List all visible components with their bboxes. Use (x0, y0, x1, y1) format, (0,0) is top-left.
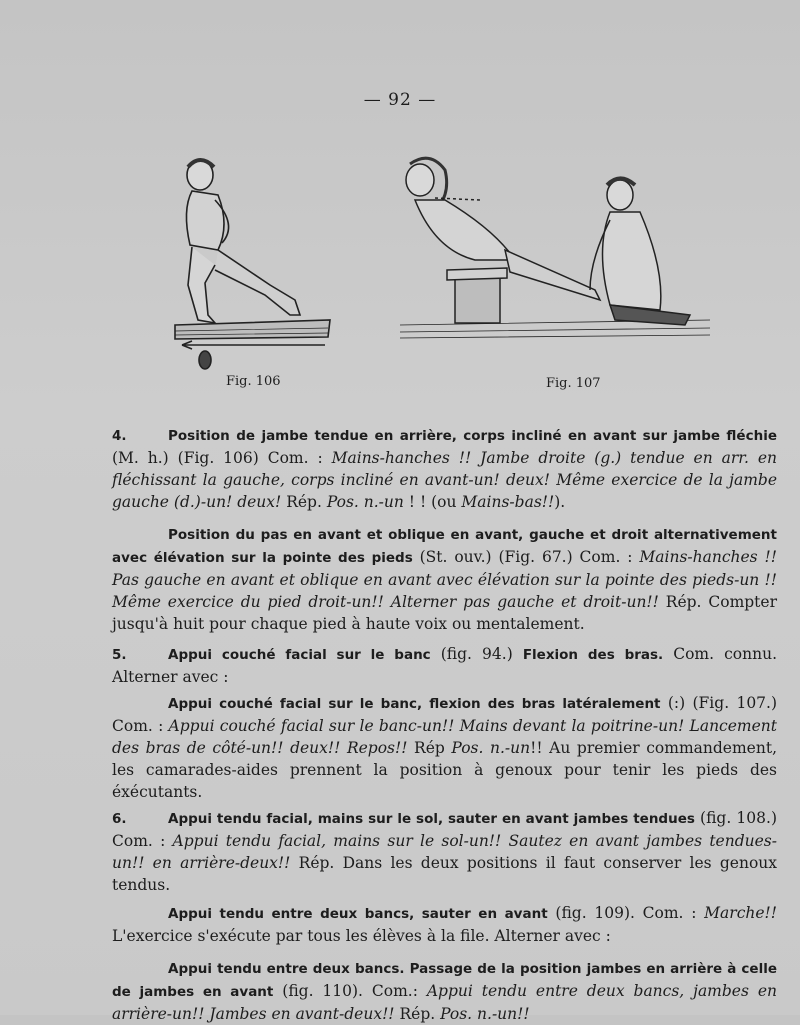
paragraph-4-command: Appui couché facial sur le banc-un!! Mains devant la poitrine-un! Lancement des bras de côté-un!! deux!! Repos!! (112, 717, 777, 757)
paragraph-2-title: Position du pas en avant et oblique en avant, gauche et droit alternativement avec élévation sur la pointe des pieds (112, 527, 777, 566)
paragraph-2-text-c: Rép. Compter jusqu'à huit pour chaque pied à haute voix ou mentalement. (112, 593, 777, 633)
paragraph-1-text-c: Rép. (281, 493, 327, 511)
paragraph-4-title: Appui couché facial sur le banc, flexion des bras latéralement (168, 696, 661, 712)
figure-107-illustration (395, 150, 715, 360)
paragraph-7-title: Appui tendu entre deux bancs. Passage de la position jambes en arrière à celle de jambes en avant (112, 961, 777, 1000)
paragraph-1-command: Mains-hanches !! Jambe droite (g.) tendue en arr. en fléchissant la gauche, corps incliné en avant-un! deux! Même exercice de la jambe gauche (d.)-un! deux! (112, 449, 777, 511)
paragraph-7-text-d: Pos. n.-un!! (440, 1005, 530, 1023)
paragraph-6-text-c: L'exercice s'exécute par tous les élèves à la file. Alterner avec : (112, 927, 611, 945)
paragraph-1-text-g: ). (554, 493, 566, 511)
paragraph-1-text-a: (M. h.) (Fig. 106) Com. : (112, 449, 332, 467)
paragraph-3-text-b: Com. connu. Alterner avec : (112, 645, 778, 686)
paragraph-7-text-c: Rép. (394, 1005, 441, 1023)
page-number: — 92 — (363, 90, 437, 110)
paragraph-5-text-c: Rép. Dans les deux positions il faut conserver les genoux tendus. (112, 854, 777, 894)
paragraph-5-number: 6. (112, 811, 127, 827)
paragraph-2-command: Mains-hanches !! Pas gauche en avant et oblique en avant avec élévation sur la pointe des pieds-un !! Même exercice du pied droit-un!! Alterner pas gauche et droit-un!! (112, 548, 777, 611)
paragraph-1-title: Position de jambe tendue en arrière, corps incliné en avant sur jambe fléchie (168, 428, 777, 444)
paragraph-4-text-c: Rép (407, 739, 452, 757)
paragraph-1-text-f: Mains-bas!! (461, 493, 555, 511)
paragraph-3-text-a: (fig. 94.) (430, 645, 523, 663)
paragraph-5 (112, 807, 777, 896)
paragraph-6 (112, 902, 777, 947)
paragraph-1-text-d: Pos. n.-un (326, 493, 404, 511)
paragraph-4-text-a: (:) (Fig. 107.) Com. : (112, 694, 778, 735)
paragraph-2-text-a: (St. ouv.) (Fig. 67.) Com. : (412, 548, 640, 566)
paragraph-4-text-d: Pos. n.-un (451, 739, 531, 757)
text-block (112, 424, 777, 1025)
paragraph-6-command: Marche!! (704, 904, 777, 922)
figure-107-caption: Fig. 107 (546, 376, 601, 391)
paragraph-5-title: Appui tendu facial, mains sur le sol, sauter en avant jambes tendues (168, 811, 695, 827)
paragraph-7-text-a: (fig. 110). Com.: (273, 982, 427, 1000)
paragraph-7-command: Appui tendu entre deux bancs, jambes en arrière-un!! Jambes en avant-deux!! (112, 982, 777, 1023)
paragraph-5-command: Appui tendu facial, mains sur le sol-un!! Sautez en avant jambes tendues-un!! en arrière-deux!! (112, 832, 777, 872)
figure-106-caption: Fig. 106 (226, 374, 281, 389)
paragraph-6-title: Appui tendu entre deux bancs, sauter en avant (168, 906, 548, 922)
paragraph-6-text-a: (fig. 109). Com. : (547, 904, 705, 922)
paragraph-4-text-e: !! Au premier commandement, les camarades-aides prennent la position à genoux pour tenir les pieds des éxécutants. (112, 739, 777, 801)
paragraph-4 (112, 692, 777, 803)
paragraph-3-number: 5. (112, 647, 127, 663)
paragraph-1-text-e: ! ! (ou (403, 493, 462, 511)
paragraph-1 (112, 424, 777, 513)
paragraph-2 (112, 523, 777, 635)
paragraph-3 (112, 643, 777, 688)
figure-106-illustration (170, 155, 340, 380)
paragraph-3-title: Appui couché facial sur le banc (168, 647, 431, 663)
paragraph-5-text-a: (fig. 108.) Com. : (112, 809, 777, 850)
paragraph-3-title-2: Flexion des bras. (522, 647, 664, 663)
figures-area (0, 150, 800, 400)
paragraph-1-number: 4. (112, 428, 127, 444)
